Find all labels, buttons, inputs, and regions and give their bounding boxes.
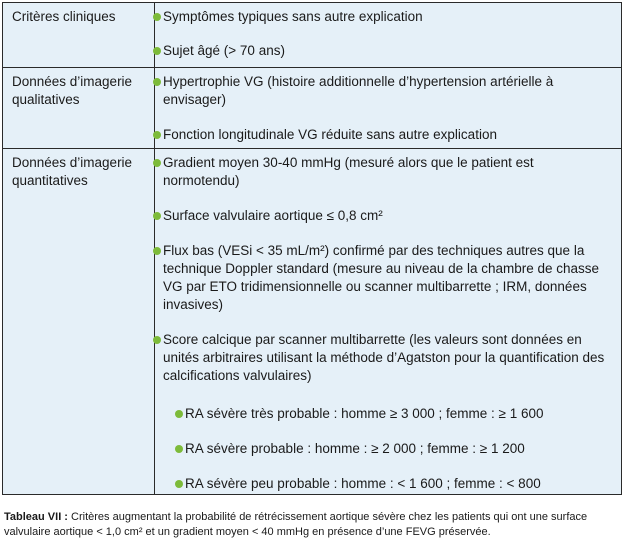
bullet-icon [153, 159, 161, 167]
row-label: Critères cliniques [12, 9, 116, 24]
bullet-icon [153, 131, 161, 139]
row-label: Données d’imagerie qualitatives [12, 74, 133, 107]
bullet-icon [175, 445, 183, 453]
table-row [3, 148, 621, 494]
sub-list-item: RA sévère très probable : homme ≥ 3 000 ; femme : ≥ 1 600 [185, 405, 628, 423]
list-item: Symptômes typiques sans autre explication [163, 8, 613, 26]
table-row [3, 3, 621, 67]
bullet-icon [153, 13, 161, 21]
list-item: Fonction longitudinale VG réduite sans autre explication [163, 126, 613, 144]
bullet-icon [153, 212, 161, 220]
table-caption [4, 510, 626, 540]
list-item: Flux bas (VESi < 35 mL/m²) confirmé par des techniques autres que la technique Doppler standard (mesure au niveau de la chambre de chasse VG par ETO tridimensionnelle ou scanner multibarrette ; IRM, données invasives) [163, 242, 613, 314]
sub-list-item: RA sévère probable : homme : ≥ 2 000 ; femme : ≥ 1 200 [185, 440, 628, 458]
list-item: Gradient moyen 30-40 mmHg (mesuré alors que le patient est normotendu) [163, 154, 613, 190]
sub-list-item: RA sévère peu probable : homme : < 1 600 ; femme : < 800 [185, 475, 628, 493]
row-label: Données d’imagerie quantitatives [12, 155, 133, 188]
bullet-icon [175, 410, 183, 418]
caption-title: Tableau VII : [4, 511, 68, 523]
caption-text: Critères augmentant la probabilité de rétrécissement aortique sévère chez les patients qui ont une surface valvulaire aortique < 1,0 cm² et un gradient moyen < 40 mmHg en présence d’une FEVG préservée. [4, 511, 588, 538]
list-item: Score calcique par scanner multibarrette (les valeurs sont données en unités arbitraires utilisant la méthode d’Agatston pour la quantification des calcifications valvulaires) [163, 331, 613, 385]
list-item: Sujet âgé (> 70 ans) [163, 42, 613, 60]
bullet-icon [175, 480, 183, 488]
list-item: Surface valvulaire aortique ≤ 0,8 cm² [163, 207, 613, 225]
list-item: Hypertrophie VG (histoire additionnelle d’hypertension artérielle à envisager) [163, 73, 613, 109]
table-row [3, 67, 621, 149]
bullet-icon [153, 336, 161, 344]
bullet-icon [153, 247, 161, 255]
bullet-icon [153, 47, 161, 55]
criteria-table [2, 2, 622, 495]
bullet-icon [153, 78, 161, 86]
